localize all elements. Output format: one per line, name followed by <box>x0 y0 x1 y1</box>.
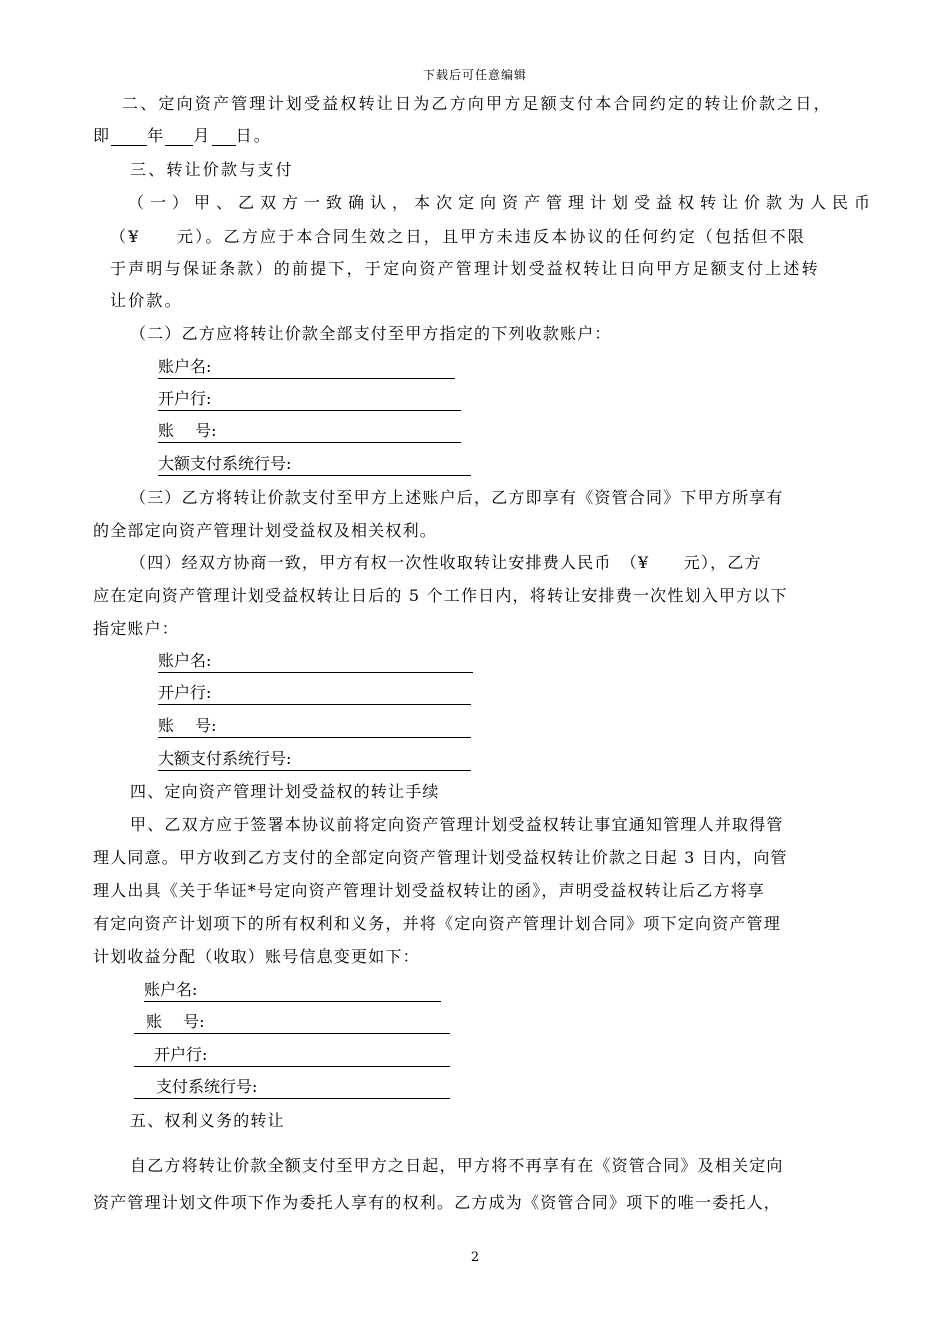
year-blank <box>111 127 147 146</box>
account-name-field: 账户名: <box>158 357 455 379</box>
account-name-field: 账户名: <box>144 980 441 1002</box>
paragraph-line: 指定账户： <box>93 619 180 638</box>
paragraph-line: 的全部定向资产管理计划受益权及相关权利。 <box>93 521 438 540</box>
paragraph-line: （¥ 元）。乙方应于本合同生效之日，且甲方未违反本协议的任何约定（包括但不限 <box>110 227 806 246</box>
paragraph-line: 甲、乙双方应于签署本协议前将定向资产管理计划受益权转让事宜通知管理人并取得管 <box>130 815 784 834</box>
paragraph-line: 有定向资产计划项下的所有权利和义务，并将《定向资产管理计划合同》项下定向资产管理 <box>93 914 782 933</box>
account-number-field: 账 号: <box>158 421 461 443</box>
text: 即 <box>93 126 112 145</box>
section-heading: 五、权利义务的转让 <box>130 1111 285 1130</box>
paragraph-line: 于声明与保证条款）的前提下，于定向资产管理计划受益权转让日向甲方足额支付上述转 <box>110 259 820 278</box>
paragraph-line: 让价款。 <box>110 291 183 310</box>
paragraph-line: 理人同意。甲方收到乙方支付的全部定向资产管理计划受益权转让价款之日起 3 日内，向管 <box>93 848 788 867</box>
account-number-field: 账 号: <box>158 716 471 738</box>
text: 日。 <box>235 126 273 145</box>
paragraph-line: （二）乙方应将转让价款全部支付至甲方指定的下列收款账户： <box>130 324 612 343</box>
account-name-field: 账户名: <box>158 651 473 673</box>
paragraph-line: 自乙方将转让价款全额支付至甲方之日起，甲方将不再享有在《资管合同》及相关定向 <box>130 1156 784 1175</box>
month-blank <box>165 127 193 146</box>
page-number: 2 <box>470 1250 480 1265</box>
bank-field: 开户行: <box>158 683 471 705</box>
bank-field: 开户行: <box>134 1045 450 1067</box>
payment-system-field: 支付系统行号: <box>134 1077 450 1099</box>
text: 月 <box>193 126 212 145</box>
paragraph-line: 二、定向资产管理计划受益权转让日为乙方向甲方足额支付本合同约定的转让价款之日， <box>122 94 832 113</box>
account-number-field: 账 号: <box>134 1012 450 1034</box>
section-heading: 三、转让价款与支付 <box>130 160 294 179</box>
paragraph-line: 理人出具《关于华证*号定向资产管理计划受益权转让的函》，声明受益权转让后乙方将享 <box>93 881 766 900</box>
day-blank <box>212 127 236 146</box>
paragraph-line: 应在定向资产管理计划受益权转让日后的 5 个工作日内，将转让安排费一次性划入甲方以下 <box>93 586 788 605</box>
page-header: 下载后可任意编辑 <box>422 68 527 82</box>
paragraph-line: （一）甲、乙双方一致确认，本次定向资产管理计划受益权转让价款为人民币 <box>128 193 877 212</box>
paragraph-line: （四）经双方协商一致，甲方有权一次性收取转让安排费人民币 （¥ 元），乙方 <box>130 553 762 572</box>
payment-system-field: 大额支付系统行号: <box>158 454 471 476</box>
text: 年 <box>147 126 166 145</box>
paragraph-line: （三）乙方将转让价款支付至甲方上述账户后，乙方即享有《资管合同》下甲方所享有 <box>130 488 784 507</box>
paragraph-line: 计划收益分配（收取）账号信息变更如下： <box>93 947 420 966</box>
bank-field: 开户行: <box>158 389 461 411</box>
payment-system-field: 大额支付系统行号: <box>158 749 471 771</box>
date-line <box>93 126 272 146</box>
section-heading: 四、定向资产管理计划受益权的转让手续 <box>130 782 440 801</box>
paragraph-line: 资产管理计划文件项下作为委托人享有的权利。乙方成为《资管合同》项下的唯一委托人， <box>93 1193 782 1212</box>
